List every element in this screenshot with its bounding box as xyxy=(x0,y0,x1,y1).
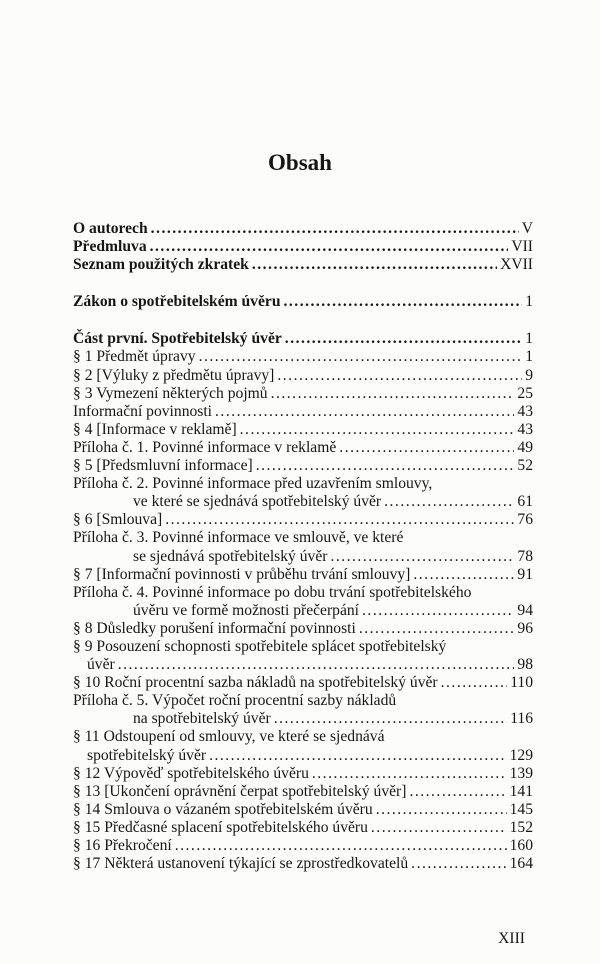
toc-line xyxy=(73,674,533,692)
toc-page-number: 25 xyxy=(517,384,533,402)
dot-leader xyxy=(411,855,506,873)
toc-entry xyxy=(73,330,533,348)
toc-page-number: 1 xyxy=(525,293,533,311)
dot-leader xyxy=(384,493,514,511)
dot-leader xyxy=(409,783,506,801)
toc-page-number: 129 xyxy=(509,746,533,764)
dot-leader xyxy=(376,801,507,819)
toc-page-number: 49 xyxy=(517,438,533,456)
toc-line xyxy=(73,765,533,783)
toc-page-number: 160 xyxy=(509,837,533,854)
toc-entry-title: Příloha č. 5. Výpočet roční procentní sazby nákladů xyxy=(73,692,397,710)
toc-line xyxy=(73,638,533,656)
toc-page-number: 43 xyxy=(517,402,533,420)
toc-page-number: 98 xyxy=(517,656,533,674)
dot-leader xyxy=(256,457,515,475)
toc-entry-title: § 5 [Předsmluvní informace] xyxy=(73,457,253,475)
toc-entry xyxy=(73,439,533,457)
dot-leader xyxy=(199,348,523,366)
page-title: Obsah xyxy=(268,150,332,175)
dot-leader xyxy=(271,385,515,403)
toc-entry xyxy=(73,256,533,274)
dot-leader xyxy=(277,367,522,385)
toc-entry xyxy=(73,620,533,638)
toc-entry xyxy=(73,801,533,819)
toc-entry-title: § 17 Některá ustanovení týkající se zprostředkovatelů xyxy=(73,855,409,873)
toc-entry-title: § 1 Předmět úpravy xyxy=(73,348,196,366)
toc-page-number: 164 xyxy=(509,855,533,873)
toc-page-number: 116 xyxy=(510,710,533,728)
toc-entry xyxy=(73,457,533,475)
dot-leader xyxy=(165,511,514,529)
toc-line xyxy=(73,855,533,873)
dot-leader xyxy=(362,602,514,620)
toc-line xyxy=(73,511,533,529)
toc-line xyxy=(73,801,533,819)
toc-entry-title: § 6 [Smlouva] xyxy=(73,511,163,529)
dot-leader xyxy=(151,220,519,238)
dot-leader xyxy=(274,710,507,728)
toc-line xyxy=(73,728,533,746)
toc-entry xyxy=(73,238,533,256)
toc-entry xyxy=(73,529,533,565)
toc-line xyxy=(73,403,533,421)
toc-entry xyxy=(73,367,533,385)
toc-entry xyxy=(73,220,533,238)
toc-entry-title: úvěru ve formě možnosti přečerpání xyxy=(133,601,360,619)
dot-leader xyxy=(285,330,522,348)
toc-entry xyxy=(73,403,533,421)
toc-line xyxy=(73,529,533,547)
toc-line xyxy=(73,783,533,801)
toc-entry-title: Předmluva xyxy=(73,238,147,256)
toc-line xyxy=(73,656,533,674)
toc-page-number: 9 xyxy=(525,366,533,384)
dot-leader xyxy=(284,293,523,311)
dot-leader xyxy=(118,656,515,674)
toc-entry-title: § 16 Překročení xyxy=(73,837,172,854)
toc-entry-title: § 15 Předčasné splacení spotřebitelského úvěru xyxy=(73,818,368,836)
toc-page-number: 78 xyxy=(517,547,533,565)
toc-line xyxy=(73,819,533,837)
toc-page-number: 94 xyxy=(517,601,533,619)
toc-line xyxy=(73,293,533,311)
toc-entry xyxy=(73,819,533,837)
toc-line xyxy=(73,220,533,238)
toc-entry xyxy=(73,674,533,692)
toc-entry xyxy=(73,783,533,801)
toc-line xyxy=(73,566,533,584)
page-number: XIII xyxy=(498,930,525,947)
toc-entry xyxy=(73,566,533,584)
toc-entry-title: spotřebitelský úvěr xyxy=(87,746,207,764)
toc-line xyxy=(73,584,533,602)
toc-page-number: 52 xyxy=(517,457,533,475)
toc-entry-title: O autorech xyxy=(73,220,148,237)
toc-page-number: V xyxy=(521,220,533,237)
toc-page-number: 110 xyxy=(510,674,533,692)
toc-entry-title: § 11 Odstoupení od smlouvy, ve které se sjednává xyxy=(73,728,385,746)
toc-entry xyxy=(73,293,533,311)
toc-line xyxy=(73,710,533,728)
toc-line xyxy=(73,602,533,620)
toc-entry xyxy=(73,728,533,764)
toc-entry-title: ve které se sjednává spotřebitelský úvěr xyxy=(133,493,382,511)
spacer xyxy=(73,311,533,330)
toc-page-number: 43 xyxy=(517,420,533,438)
toc-entry-title: § 14 Smlouva o vázaném spotřebitelském úvěru xyxy=(73,800,373,818)
toc-entry xyxy=(73,421,533,439)
toc-entry xyxy=(73,584,533,620)
toc-entry-title: Zákon o spotřebitelském úvěru xyxy=(73,293,281,311)
toc-line xyxy=(73,548,533,566)
toc-entry-title: na spotřebitelský úvěr xyxy=(133,710,271,728)
toc-entry-title: úvěr xyxy=(87,656,115,674)
dot-leader xyxy=(252,256,497,274)
toc-line xyxy=(73,692,533,710)
dot-leader xyxy=(330,548,514,566)
toc-entry-title: Příloha č. 3. Povinné informace ve smlouvě, ve které xyxy=(73,529,404,547)
dot-leader xyxy=(413,566,514,584)
toc-entry-title: § 2 [Výluky z předmětu úpravy] xyxy=(73,366,275,384)
toc-line xyxy=(73,385,533,403)
toc-entry xyxy=(73,511,533,529)
toc-page-number: 91 xyxy=(517,565,533,583)
toc-page-number: 152 xyxy=(509,818,533,836)
toc-entry-title: § 10 Roční procentní sazba nákladů na spotřebitelský úvěr xyxy=(73,674,438,692)
toc-page-number: 1 xyxy=(525,348,533,366)
toc-entry xyxy=(73,348,533,366)
toc-entry xyxy=(73,692,533,728)
toc-entry xyxy=(73,475,533,511)
toc-entry-title: se sjednává spotřebitelský úvěr xyxy=(133,547,328,565)
toc-line xyxy=(73,620,533,638)
toc-line xyxy=(73,747,533,765)
toc-line xyxy=(73,457,533,475)
toc-entry xyxy=(73,837,533,855)
toc-entry-title: § 13 [Ukončení oprávnění čerpat spotřebitelský úvěr] xyxy=(73,782,407,800)
toc-page-number: VII xyxy=(511,238,533,256)
toc-page-number: 96 xyxy=(517,619,533,637)
toc-page-number: XVII xyxy=(500,256,533,274)
toc-line xyxy=(73,439,533,457)
toc-entry-title: § 7 [Informační povinnosti v průběhu trvání smlouvy] xyxy=(73,565,411,583)
toc-entry-title: Část první. Spotřebitelský úvěr xyxy=(73,330,282,348)
toc-entry-title: § 12 Výpověď spotřebitelského úvěru xyxy=(73,764,309,782)
toc-page-number: 1 xyxy=(525,330,533,348)
dot-leader xyxy=(359,620,515,638)
toc-page-number: 139 xyxy=(509,764,533,782)
toc-line xyxy=(73,493,533,511)
toc-entry-title: Informační povinnosti xyxy=(73,402,213,420)
toc-entry-title: Seznam použitých zkratek xyxy=(73,256,249,274)
dot-leader xyxy=(175,837,507,855)
toc-entry-title: § 4 [Informace v reklamě] xyxy=(73,420,237,438)
toc-page-number: 76 xyxy=(517,511,533,529)
toc-entry xyxy=(73,855,533,873)
spacer xyxy=(73,274,533,293)
dot-leader xyxy=(215,403,514,421)
toc-line xyxy=(73,837,533,855)
toc-entry-title: § 3 Vymezení některých pojmů xyxy=(73,384,268,402)
dot-leader xyxy=(371,819,507,837)
toc-line xyxy=(73,330,533,348)
toc-entry-title: § 9 Posouzení schopnosti spotřebitele splácet spotřebitelský xyxy=(73,637,447,655)
toc-page-number: 145 xyxy=(509,800,533,818)
toc-line xyxy=(73,348,533,366)
toc-line xyxy=(73,238,533,256)
toc-line xyxy=(73,475,533,493)
toc-entry xyxy=(73,765,533,783)
dot-leader xyxy=(240,421,515,439)
dot-leader xyxy=(339,439,514,457)
toc-entry-title: Příloha č. 1. Povinné informace v reklamě xyxy=(73,438,337,456)
toc-line xyxy=(73,367,533,385)
toc-entry-title: § 8 Důsledky porušení informační povinnosti xyxy=(73,619,356,637)
toc-entry-title: Příloha č. 2. Povinné informace před uzavřením smlouvy, xyxy=(73,475,433,493)
dot-leader xyxy=(209,747,507,765)
toc-line xyxy=(73,421,533,439)
table-of-contents xyxy=(73,220,533,873)
toc-entry xyxy=(73,385,533,403)
dot-leader xyxy=(312,765,507,783)
toc-page-number: 141 xyxy=(509,782,533,800)
toc-entry-title: Příloha č. 4. Povinné informace po dobu trvání spotřebitelského xyxy=(73,583,472,601)
toc-page-number: 61 xyxy=(517,493,533,511)
dot-leader xyxy=(150,238,509,256)
dot-leader xyxy=(441,674,508,692)
toc-entry xyxy=(73,638,533,674)
toc-line xyxy=(73,256,533,274)
